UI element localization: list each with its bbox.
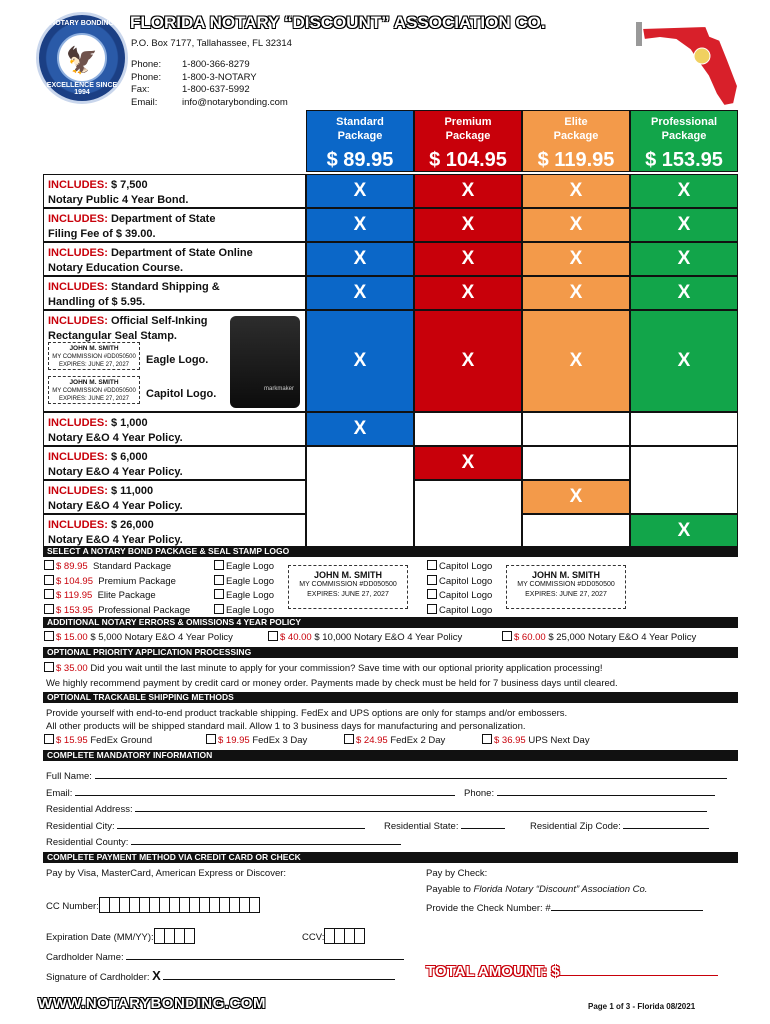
package-price: $ 119.95 — [537, 149, 615, 171]
includes-row-eo-11000: INCLUDES: $ 11,000 Notary E&O 4 Year Policy. — [43, 480, 306, 514]
shipping-option-fedex-ground[interactable]: $ 15.95 FedEx Ground — [44, 734, 152, 746]
standard-included-mark: X — [306, 208, 414, 242]
capitol-checkbox[interactable] — [427, 589, 437, 599]
eagle-logo-label: Eagle Logo. — [146, 354, 209, 366]
package-checkbox[interactable] — [44, 604, 54, 614]
capitol-checkbox[interactable] — [427, 604, 437, 614]
eo-checkbox[interactable] — [502, 631, 512, 641]
premium-included-mark: X — [414, 208, 522, 242]
standard-included-mark: X — [306, 242, 414, 276]
expiration-date-field[interactable]: Expiration Date (MM/YY): — [46, 928, 195, 944]
seal-text-top: NOTARY BONDING — [50, 20, 114, 27]
eo-checkbox[interactable] — [44, 631, 54, 641]
includes-row-eo-26000: INCLUDES: $ 26,000 Notary E&O 4 Year Policy. — [43, 514, 306, 548]
shipping-description-2: All other products will be shipped standard mail. Allow 1 to 3 business days for manufacturing and personalization. — [46, 721, 526, 732]
eagle-logo-option[interactable]: Eagle Logo — [214, 575, 274, 590]
shipping-checkbox[interactable] — [344, 734, 354, 744]
package-price: $ 153.95 — [645, 149, 723, 171]
eagle-checkbox[interactable] — [214, 560, 224, 570]
page-footer: Page 1 of 3 - Florida 08/2021 — [588, 1002, 696, 1011]
signature-field[interactable]: Signature of Cardholder: X — [46, 968, 395, 983]
priority-processing-option[interactable]: $ 35.00 Did you wait until the last minute to apply for your commission? Save time with our optional priority application processing! — [44, 662, 603, 674]
residential-zip-field[interactable]: Residential Zip Code: — [530, 819, 709, 832]
capitol-logo-option[interactable]: Capitol Logo — [427, 589, 492, 604]
professional-included-mark: X — [630, 310, 738, 412]
includes-row-eo-6000: INCLUDES: $ 6,000 Notary E&O 4 Year Policy. — [43, 446, 306, 480]
capitol-logo-option[interactable]: Capitol Logo — [427, 604, 492, 619]
payment-recommendation-note: We highly recommend payment by credit card or money order. Payments made by check must be held for 7 business days until cleared. — [46, 678, 618, 689]
package-checkbox[interactable] — [44, 589, 54, 599]
standard-included-mark: X — [306, 276, 414, 310]
package-checkbox[interactable] — [44, 560, 54, 570]
signature-input[interactable] — [163, 970, 395, 980]
eagle-checkbox[interactable] — [214, 589, 224, 599]
professional-eo-mark: X — [630, 514, 738, 548]
contact-row: Email: info@notarybonding.com — [131, 96, 288, 108]
includes-row-seal-stamp: INCLUDES: Official Self-Inking Rectangular Seal Stamp. — [43, 310, 306, 412]
empty-cell — [630, 412, 738, 446]
eagle-checkbox[interactable] — [214, 575, 224, 585]
elite-included-mark: X — [522, 276, 630, 310]
professional-included-mark: X — [630, 276, 738, 310]
association-seal-logo — [36, 12, 128, 104]
elite-included-mark: X — [522, 174, 630, 208]
professional-included-mark: X — [630, 208, 738, 242]
section-title-payment: COMPLETE PAYMENT METHOD VIA CREDIT CARD OR CHECK — [43, 852, 738, 863]
phone-field[interactable]: Phone: — [464, 786, 715, 799]
section-title-eo-policy: ADDITIONAL NOTARY ERRORS & OMISSIONS 4 YEAR POLICY — [43, 617, 738, 628]
mailing-address: P.O. Box 7177, Tallahassee, FL 32314 — [131, 38, 292, 49]
florida-map-icon — [636, 10, 746, 110]
organization-title: FLORIDA NOTARY “DISCOUNT” ASSOCIATION CO. — [130, 13, 546, 32]
includes-row-education: INCLUDES: Department of State Online Notary Education Course. — [43, 242, 306, 276]
empty-cell — [306, 446, 414, 548]
phone-input[interactable] — [497, 786, 715, 796]
eo-option-25000[interactable]: $ 60.00 $ 25,000 Notary E&O 4 Year Policy — [502, 631, 696, 643]
section-title-priority: OPTIONAL PRIORITY APPLICATION PROCESSING — [43, 647, 738, 658]
package-checkbox[interactable] — [44, 575, 54, 585]
residential-city-field[interactable]: Residential City: — [46, 819, 365, 832]
cardholder-name-input[interactable] — [126, 950, 404, 960]
eagle-seal-sample: JOHN M. SMITH MY COMMISSION #DD050500 EXPIRES: JUNE 27, 2027 — [48, 342, 140, 370]
eo-option-10000[interactable]: $ 40.00 $ 10,000 Notary E&O 4 Year Policy — [268, 631, 462, 643]
self-inking-stamp-image: markmaker — [230, 316, 300, 408]
capitol-seal-sample: JOHN M. SMITH MY COMMISSION #DD050500 EXPIRES: JUNE 27, 2027 — [48, 376, 140, 404]
check-number-input[interactable] — [551, 901, 703, 911]
professional-included-mark: X — [630, 174, 738, 208]
package-option[interactable]: $ 119.95 Elite Package — [44, 589, 190, 604]
eagle-checkbox[interactable] — [214, 604, 224, 614]
elite-included-mark: X — [522, 310, 630, 412]
empty-cell — [414, 412, 522, 446]
package-option[interactable]: $ 104.95 Premium Package — [44, 575, 190, 590]
premium-included-mark: X — [414, 174, 522, 208]
seal-text-bottom: EXCELLENCE SINCE 1994 — [46, 82, 118, 96]
standard-eo-mark: X — [306, 412, 414, 446]
includes-row-eo-1000: INCLUDES: $ 1,000 Notary E&O 4 Year Policy. — [43, 412, 306, 446]
website-link[interactable]: WWW.NOTARYBONDING.COM — [38, 995, 266, 1012]
elite-included-mark: X — [522, 208, 630, 242]
includes-row-bond: INCLUDES: $ 7,500 Notary Public 4 Year Bond. — [43, 174, 306, 208]
expiration-input[interactable] — [154, 928, 195, 944]
elite-included-mark: X — [522, 242, 630, 276]
section-title-package-select: SELECT A NOTARY BOND PACKAGE & SEAL STAMP LOGO — [43, 546, 738, 557]
contact-row: Phone: 1-800-3-NOTARY — [131, 71, 257, 83]
premium-included-mark: X — [414, 242, 522, 276]
section-title-shipping: OPTIONAL TRACKABLE SHIPPING METHODS — [43, 692, 738, 703]
residential-address-input[interactable] — [135, 802, 707, 812]
cc-number-input[interactable] — [99, 897, 260, 913]
cardholder-name-field[interactable]: Cardholder Name: — [46, 950, 404, 963]
package-option[interactable]: $ 153.95 Professional Package — [44, 604, 190, 619]
capitol-logo-option[interactable]: Capitol Logo — [427, 575, 492, 590]
priority-checkbox[interactable] — [44, 662, 54, 672]
capitol-seal-preview: JOHN M. SMITH MY COMMISSION #DD050500 EXPIRES: JUNE 27, 2027 — [506, 565, 626, 609]
shipping-description-1: Provide yourself with end-to-end product trackable shipping. FedEx and UPS options are only for stamps and/or embossers. — [46, 708, 568, 719]
package-header-professional: Professional Package $ 153.95 — [630, 110, 738, 172]
payable-to-line: Payable to Florida Notary “Discount” Association Co. — [426, 884, 648, 895]
check-number-field[interactable]: Provide the Check Number: # — [426, 901, 703, 914]
professional-included-mark: X — [630, 242, 738, 276]
capitol-logo-options — [427, 560, 492, 618]
residential-state-field[interactable]: Residential State: — [384, 819, 505, 832]
residential-county-field[interactable]: Residential County: — [46, 835, 401, 848]
premium-included-mark: X — [414, 276, 522, 310]
eagle-logo-option[interactable]: Eagle Logo — [214, 589, 274, 604]
package-price: $ 89.95 — [326, 149, 394, 171]
shipping-checkbox[interactable] — [482, 734, 492, 744]
package-header-premium: Premium Package $ 104.95 — [414, 110, 522, 172]
capitol-logo-label: Capitol Logo. — [146, 388, 217, 400]
standard-included-mark: X — [306, 310, 414, 412]
email-field[interactable]: Email: — [46, 786, 455, 799]
eagle-logo-option[interactable]: Eagle Logo — [214, 560, 274, 575]
package-header-standard: Standard Package $ 89.95 — [306, 110, 414, 172]
full-name-field[interactable]: Full Name: — [46, 769, 727, 782]
empty-cell — [630, 446, 738, 514]
eo-checkbox[interactable] — [268, 631, 278, 641]
includes-row-shipping: INCLUDES: Standard Shipping & Handling of $ 5.95. — [43, 276, 306, 310]
includes-row-filing-fee: INCLUDES: Department of State Filing Fee of $ 39.00. — [43, 208, 306, 242]
standard-included-mark: X — [306, 174, 414, 208]
full-name-input[interactable] — [95, 769, 727, 779]
ccv-field[interactable]: CCV: — [302, 928, 365, 944]
total-amount-field[interactable]: TOTAL AMOUNT: $ — [426, 963, 718, 980]
shipping-option-ups-next-day[interactable]: $ 36.95 UPS Next Day — [482, 734, 590, 746]
eagle-icon: 🦅 — [57, 33, 107, 83]
check-payment-intro: Pay by Check: — [426, 868, 488, 879]
contact-row: Phone: 1-800-366-8279 — [131, 59, 250, 70]
total-amount-input[interactable] — [560, 966, 718, 976]
premium-included-mark: X — [414, 310, 522, 412]
capitol-logo-option[interactable]: Capitol Logo — [427, 560, 492, 575]
empty-cell — [522, 514, 630, 548]
cc-number-field[interactable]: CC Number: — [46, 897, 260, 913]
package-option[interactable]: $ 89.95 Standard Package — [44, 560, 190, 575]
email-input[interactable] — [75, 786, 455, 796]
residential-state-input[interactable] — [461, 819, 505, 829]
shipping-option-fedex-3day[interactable]: $ 19.95 FedEx 3 Day — [206, 734, 307, 746]
capitol-checkbox[interactable] — [427, 575, 437, 585]
shipping-option-fedex-2day[interactable]: $ 24.95 FedEx 2 Day — [344, 734, 445, 746]
shipping-checkbox[interactable] — [44, 734, 54, 744]
residential-zip-input[interactable] — [623, 819, 709, 829]
card-payment-intro: Pay by Visa, MasterCard, American Express or Discover: — [46, 868, 287, 879]
shipping-checkbox[interactable] — [206, 734, 216, 744]
contact-block — [131, 59, 288, 109]
eagle-seal-preview: JOHN M. SMITH MY COMMISSION #DD050500 EXPIRES: JUNE 27, 2027 — [288, 565, 408, 609]
ccv-input[interactable] — [324, 928, 365, 944]
section-title-mandatory-info: COMPLETE MANDATORY INFORMATION — [43, 750, 738, 761]
contact-row: Fax: 1-800-637-5992 — [131, 84, 250, 95]
premium-eo-mark: X — [414, 446, 522, 480]
empty-cell — [522, 446, 630, 480]
residential-county-input[interactable] — [131, 835, 401, 845]
elite-eo-mark: X — [522, 480, 630, 514]
eagle-logo-options — [214, 560, 274, 618]
eo-option-5000[interactable]: $ 15.00 $ 5,000 Notary E&O 4 Year Policy — [44, 631, 233, 643]
package-options-list — [44, 560, 190, 618]
capitol-checkbox[interactable] — [427, 560, 437, 570]
eagle-logo-option[interactable]: Eagle Logo — [214, 604, 274, 619]
empty-cell — [414, 480, 522, 548]
package-header-elite: Elite Package $ 119.95 — [522, 110, 630, 172]
empty-cell — [522, 412, 630, 446]
residential-city-input[interactable] — [117, 819, 365, 829]
package-price: $ 104.95 — [429, 149, 507, 171]
residential-address-field[interactable]: Residential Address: — [46, 802, 707, 815]
